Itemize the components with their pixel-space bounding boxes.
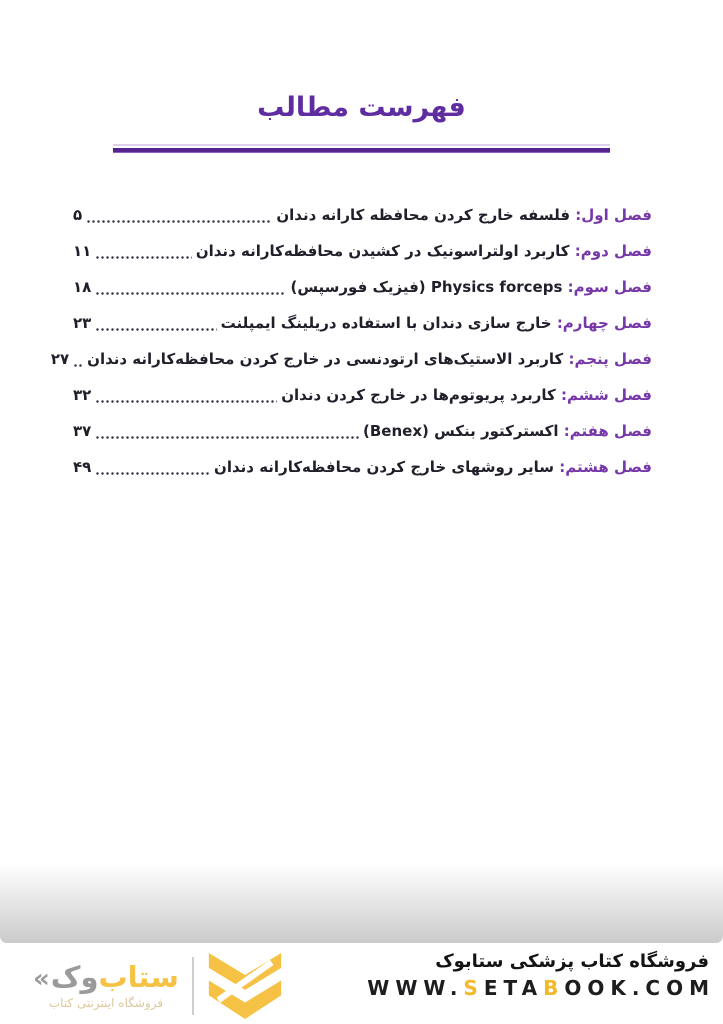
page-bottom-shadow [0, 863, 723, 943]
chapter-label: فصل هشتم: [559, 458, 652, 476]
chapter-entry [196, 242, 652, 260]
title-divider [113, 144, 610, 153]
chapter-title: کاربرد الاستیک‌های ارتودنسی در خارج کردن محافظه‌کارانه دندان [87, 350, 564, 368]
chapter-row [50, 341, 652, 377]
chapter-title: فلسفه خارج کردن محافظه کارانه دندان [276, 206, 571, 224]
chapter-label: فصل پنجم: [568, 350, 652, 368]
chapter-row [73, 377, 652, 413]
url-accent-s: S [463, 976, 484, 1000]
chapter-page-number: ۲۷ [50, 350, 70, 368]
dot-leader [95, 377, 277, 413]
chapter-page-number: ۳۷ [73, 422, 92, 440]
chapter-entry [276, 206, 652, 224]
footer-text-block [367, 951, 715, 1000]
dot-leader [95, 449, 210, 485]
store-url [367, 976, 715, 1000]
logo-separator [192, 957, 194, 1015]
dot-leader [86, 197, 272, 233]
url-accent-b: B [543, 976, 565, 1000]
chapter-page-number: ۴۹ [73, 458, 92, 476]
chapter-title: اکسترکتور بنکس (Benex) [363, 422, 559, 440]
url-part: WWW. [367, 976, 464, 1000]
chapter-title: کاربرد پریوتوم‌ها در خارج کردن دندان [281, 386, 556, 404]
url-part: OOK.COM [564, 976, 715, 1000]
chapter-label: فصل چهارم: [556, 314, 652, 332]
wordmark-yellow-part: ستاب [98, 959, 179, 994]
double-chevron-icon [205, 953, 285, 1019]
footer [0, 943, 723, 1024]
chapter-title: کاربرد اولتراسونیک در کشیدن محافظه‌کارانه دندان [195, 242, 570, 260]
dot-leader [95, 233, 192, 269]
dot-leader [73, 341, 83, 377]
chapter-entry [290, 278, 652, 296]
wordmark-gray-part: وک [50, 959, 99, 994]
chapter-row [73, 197, 652, 233]
chapter-row [73, 413, 652, 449]
divider-thick-line [113, 148, 610, 153]
dot-leader [95, 269, 286, 305]
chapter-label: فصل دوم: [574, 242, 652, 260]
chapter-entry [87, 350, 652, 368]
chapter-label: فصل ششم: [561, 386, 652, 404]
logo-tagline: فروشگاه اینترنتی کتاب [48, 996, 164, 1011]
chapter-row [73, 269, 652, 305]
chapter-entry [281, 386, 652, 404]
chapter-title: سایر روشهای خارج کردن محافظه‌کارانه دندان [214, 458, 554, 476]
chapter-page-number: ۳۲ [73, 386, 92, 404]
store-name: فروشگاه کتاب پزشکی ستابوک [435, 951, 709, 972]
page-title: فهرست مطالب [257, 92, 466, 123]
chapter-page-number: ۱۱ [73, 242, 92, 260]
chapter-label: فصل اول: [575, 206, 652, 224]
chapter-label: فصل هفتم: [563, 422, 652, 440]
chapter-title: Physics forceps (فیزیک فورسپس) [290, 278, 563, 296]
logo-wordmark-block [33, 959, 179, 1011]
toc-list [50, 197, 652, 485]
chapter-entry [221, 314, 652, 332]
chapter-page-number: ۲۳ [73, 314, 92, 332]
wordmark-guillemet: « [33, 963, 50, 994]
logo-wordmark [33, 959, 179, 994]
chapter-row [73, 305, 652, 341]
divider-thin-line [113, 144, 610, 146]
chapter-page-number: ۱۸ [73, 278, 92, 296]
chapter-row [73, 449, 652, 485]
dot-leader [95, 413, 359, 449]
chapter-page-number: ۵ [73, 206, 83, 224]
chapter-entry [363, 422, 652, 440]
setabook-logo [33, 953, 285, 1019]
chapter-row [73, 233, 652, 269]
chapter-entry [214, 458, 652, 476]
chapter-label: فصل سوم: [567, 278, 652, 296]
url-part: ETA [483, 976, 544, 1000]
dot-leader [95, 305, 216, 341]
chapter-title: خارج سازی دندان با استفاده دریلینگ ایمپلنت [220, 314, 552, 332]
